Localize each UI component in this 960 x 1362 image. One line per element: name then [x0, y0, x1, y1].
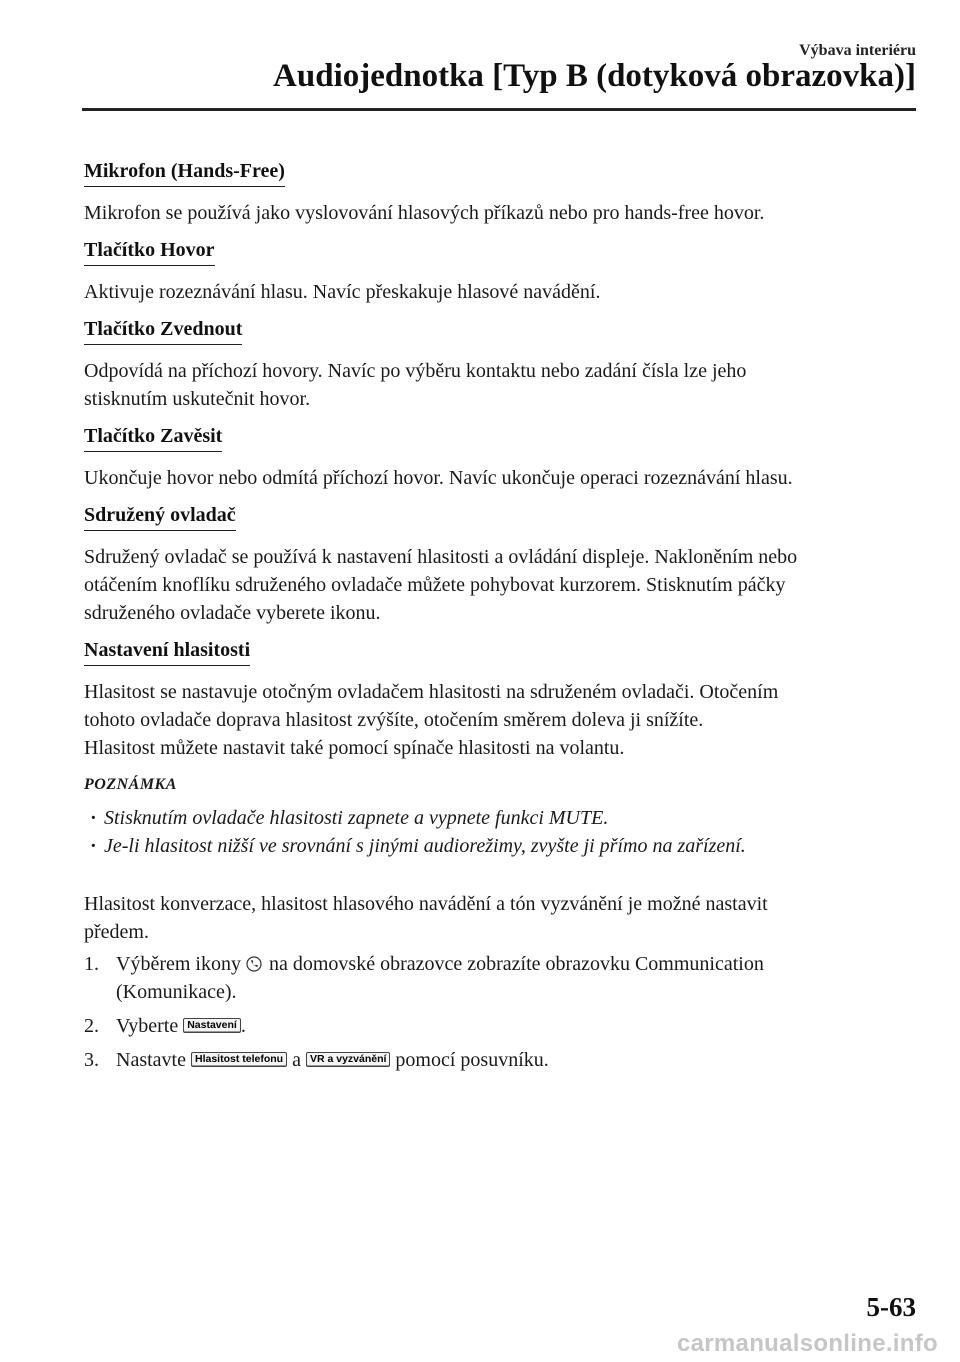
step-number: 2. [84, 1015, 99, 1037]
page-title: Audiojednotka [Typ B (dotyková obrazovka)] [273, 58, 916, 94]
steps-list [84, 950, 884, 1074]
page-number: 5-63 [866, 1292, 916, 1322]
step-number: 3. [84, 1049, 99, 1071]
section-title: Nastavení hlasitosti [84, 637, 250, 666]
section-pick-up-button [84, 316, 884, 413]
section-text: Hlasitost se nastavuje otočným ovladačem hlasitosti na sdruženém ovladači. Otočením tohoto ovladače doprava hlasitost zvýšíte, otočením směrem doleva ji snížíte. Hlasitost můžete nastavit také pomocí spínače hlasitosti na volantu. [84, 681, 779, 759]
note-item: · Stisknutím ovladače hlasitosti zapnete a vypnete funkci MUTE. [84, 804, 884, 832]
section-title: Sdružený ovladač [84, 502, 236, 531]
section-microphone [84, 158, 884, 227]
section-text: Ukončuje hovor nebo odmítá příchozí hovor. Navíc ukončuje operaci rozeznávání hlasu. [84, 467, 793, 489]
note-item: · Je-li hlasitost nižší ve srovnání s jinými audiorežimy, zvyšte ji přímo na zařízení. [84, 832, 884, 860]
section-text: Sdružený ovladač se používá k nastavení hlasitosti a ovládání displeje. Nakloněním nebo otáčením knoflíku sdruženého ovladače můžete pohybovat kurzorem. Stisknutím páčky sdruženého ovladače vyberete ikonu. [84, 546, 798, 624]
section-title: Tlačítko Hovor [84, 237, 215, 266]
watermark: carmanualsonline.info [676, 1330, 938, 1357]
section-hang-up-button [84, 423, 884, 492]
page-content [84, 158, 884, 1080]
phone-volume-button[interactable]: Hlasitost telefonu [191, 1052, 287, 1067]
vr-ringtone-button[interactable]: VR a vyzvánění [306, 1052, 390, 1067]
header-subtitle: Výbava interiéru [799, 42, 916, 59]
step-number: 1. [84, 953, 99, 975]
section-commander-switch [84, 502, 884, 627]
section-talk-button [84, 237, 884, 306]
phone-icon [246, 956, 262, 972]
section-title: Tlačítko Zvednout [84, 316, 242, 345]
section-title: Mikrofon (Hands-Free) [84, 158, 285, 187]
note-list [84, 804, 884, 860]
section-text: Aktivuje rozeznávání hlasu. Navíc přeskakuje hlasové navádění. [84, 281, 601, 303]
step-item: 2. Vyberte Nastavení . [84, 1012, 884, 1040]
section-title: Tlačítko Zavěsit [84, 423, 222, 452]
settings-button[interactable]: Nastavení [183, 1018, 241, 1033]
step-item: 3. Nastavte Hlasitost telefonu a VR a vyzvánění pomocí posuvníku. [84, 1046, 884, 1074]
section-text: Odpovídá na příchozí hovory. Navíc po výběru kontaktu nebo zadání čísla lze jeho stisknutím uskutečnit hovor. [84, 360, 747, 410]
intro-text: Hlasitost konverzace, hlasitost hlasového navádění a tón vyzvánění je možné nastavit předem. [84, 893, 768, 943]
section-volume-adjustment [84, 637, 884, 762]
note-heading: POZNÁMKA [84, 776, 177, 793]
step-item: 1. Výběrem ikony na domovské obrazovce zobrazíte obrazovku Communication (Komunikace). [84, 950, 884, 1006]
section-text: Mikrofon se používá jako vyslovování hlasových příkazů nebo pro hands-free hovor. [84, 202, 765, 224]
header-divider [82, 108, 916, 111]
